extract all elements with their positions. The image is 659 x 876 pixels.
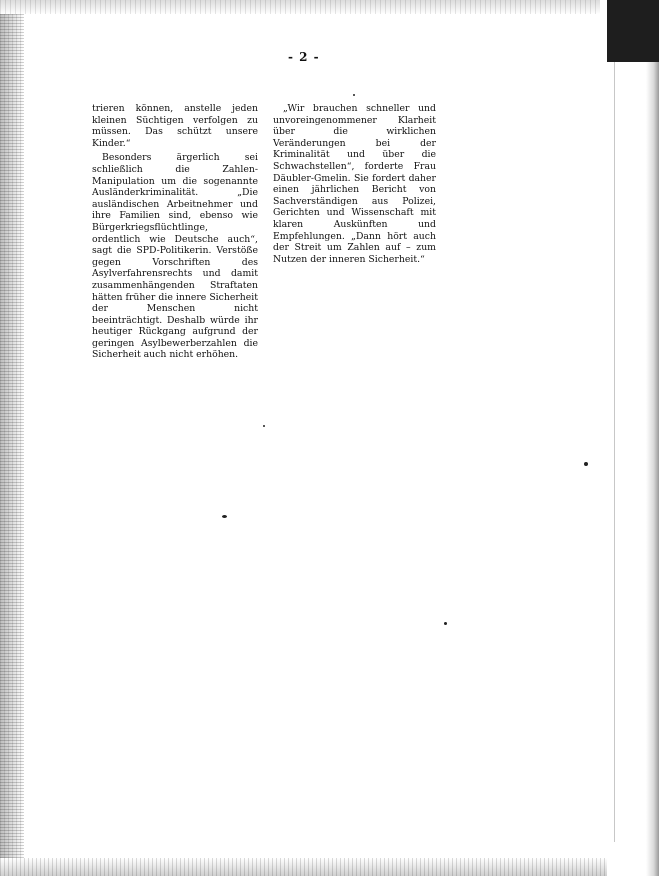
paragraph: trieren können, anstelle jeden kleinen Süchtigen verfolgen zu müssen. Das schützt unsere Kinder.“ <box>92 103 258 149</box>
scan-edge-top <box>0 0 600 14</box>
scan-edge-bottom <box>0 858 659 876</box>
paragraph: Besonders ärgerlich sei schließlich die Zahlen-Manipulation um die sogenannte Ausländerkriminalität. „Die ausländischen Arbeitnehmer und ihre Familien sind, ebenso wie Bürgerkriegsflüchtlinge, ordentlich wie Deutsche auch“, sagt die SPD-Politikerin. Verstöße gegen Vorschriften des Asylverfahrensrechts und damit zusammenhängenden Straftaten hätten früher die innere Sicherheit der Menschen nicht beeinträchtigt. Deshalb würde ihr heutiger Rückgang aufgrund der geringen Asylbewerberzahlen die Sicherheit auch nicht erhöhen. <box>92 152 258 361</box>
scan-speck <box>263 425 265 427</box>
scan-edge-left <box>0 0 24 876</box>
article-column-right <box>273 103 436 268</box>
scan-speck <box>222 515 227 518</box>
paragraph: „Wir brauchen schneller und unvoreingenommener Klarheit über die wirklichen Veränderungen bei der Kriminalität und über die Schwachstellen“, forderte Frau Däubler-Gmelin. Sie fordert daher einen jährlichen Bericht von Sachverständigen aus Polizei, Gerichten und Wissenschaft mit klaren Auskünften und Empfehlungen. „Dann hört auch der Streit um Zahlen auf – zum Nutzen der inneren Sicherheit.“ <box>273 103 436 265</box>
scan-fold-line <box>614 62 615 842</box>
scan-dark-corner <box>607 0 659 62</box>
scan-speck <box>353 94 355 96</box>
scan-speck <box>584 462 588 466</box>
scan-speck <box>444 622 447 625</box>
page-number: - 2 - <box>288 50 320 64</box>
article-column-left <box>92 103 258 364</box>
